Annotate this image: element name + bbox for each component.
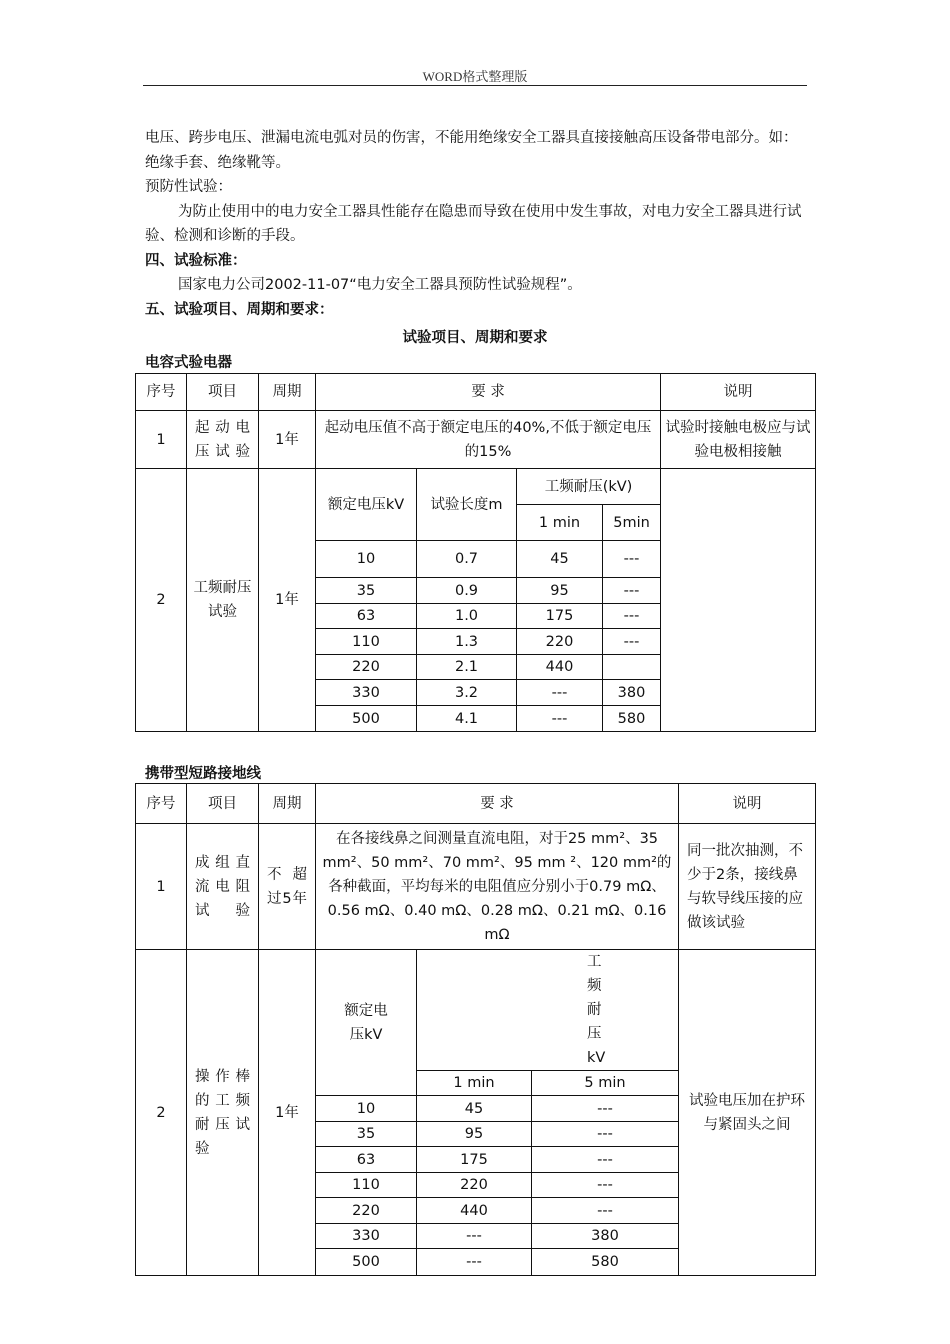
cell-1min: --- xyxy=(517,680,603,706)
row-requirement: 起动电压值不高于额定电压的40%,不低于额定电压的15% xyxy=(316,411,661,469)
cell-5min: --- xyxy=(603,541,661,578)
cell-1min: 95 xyxy=(517,578,603,604)
cell-1min: 45 xyxy=(417,1096,532,1122)
row-period: 1年 xyxy=(259,950,316,1276)
sub-header-5min: 5 min xyxy=(532,1071,679,1096)
sub-header-5min: 5min xyxy=(603,505,661,541)
table2-row-1 xyxy=(136,824,816,950)
cell-5min: --- xyxy=(532,1096,679,1122)
cell-voltage: 220 xyxy=(316,1198,417,1224)
standard-text: 国家电力公司2002-11-07“电力安全工器具预防性试验规程”。 xyxy=(178,277,582,293)
header-period: 周期 xyxy=(259,784,316,824)
cell-length: 0.7 xyxy=(417,541,517,578)
row-note: 同一批次抽测，不少于2条，接线鼻与软导线压接的应做该试验 xyxy=(679,824,816,950)
header-item: 项目 xyxy=(187,374,259,411)
sub-header-withstand: 工频耐压(kV) xyxy=(517,469,661,505)
cell-voltage: 110 xyxy=(316,629,417,655)
row-period: 1年 xyxy=(259,411,316,469)
header-note: 说明 xyxy=(661,374,816,411)
cell-1min: --- xyxy=(517,706,603,732)
cell-1min: 175 xyxy=(517,604,603,629)
row-note xyxy=(661,469,816,732)
sub-header-1min: 1 min xyxy=(517,505,603,541)
sub-header-withstand: 工频耐压kV xyxy=(417,950,679,1071)
row-no: 2 xyxy=(136,950,187,1276)
cell-5min: 380 xyxy=(532,1224,679,1249)
sub-header-length: 试验长度m xyxy=(417,469,517,541)
sub-header-1min: 1 min xyxy=(417,1071,532,1096)
cell-voltage: 110 xyxy=(316,1173,417,1198)
row-period: 1年 xyxy=(259,469,316,732)
cell-length: 4.1 xyxy=(417,706,517,732)
cell-voltage: 63 xyxy=(316,604,417,629)
table-caption: 试验项目、周期和要求 xyxy=(402,330,548,346)
cell-voltage: 330 xyxy=(316,1224,417,1249)
sub-header-voltage: 额定电压kV xyxy=(316,469,417,541)
row-item: 成组直流电阻试验 xyxy=(187,824,259,950)
cell-5min: 580 xyxy=(532,1249,679,1276)
row-item: 起动电压试验 xyxy=(187,411,259,469)
cell-5min: --- xyxy=(532,1198,679,1224)
cell-voltage: 10 xyxy=(316,541,417,578)
row-no: 2 xyxy=(136,469,187,732)
header-requirement: 要 求 xyxy=(316,374,661,411)
cell-1min: 220 xyxy=(417,1173,532,1198)
cell-1min: 45 xyxy=(517,541,603,578)
header-no: 序号 xyxy=(136,784,187,824)
row-no: 1 xyxy=(136,411,187,469)
cell-voltage: 220 xyxy=(316,655,417,680)
cell-length: 1.0 xyxy=(417,604,517,629)
cell-voltage: 35 xyxy=(316,578,417,604)
term-label: 预防性试验： xyxy=(145,179,232,195)
cell-voltage: 10 xyxy=(316,1096,417,1122)
intro-line: 电压、跨步电压、泄漏电流电弧对员的伤害，不能用绝缘安全工器具直接接触高压设备带电部分。如：绝缘手套、绝缘靴等。 xyxy=(145,130,798,171)
table1-row-2-header-a xyxy=(136,469,816,505)
table1 xyxy=(135,373,816,732)
row-period: 不超过5年 xyxy=(259,824,316,950)
cell-5min: --- xyxy=(603,604,661,629)
cell-1min: 95 xyxy=(417,1122,532,1147)
row-item: 操作棒的工频耐压试验 xyxy=(187,950,259,1276)
cell-5min xyxy=(603,655,661,680)
cell-voltage: 330 xyxy=(316,680,417,706)
row-requirement: 在各接线鼻之间测量直流电阻，对于25 mm²、35 mm²、50 mm²、70 mm²、95 mm ²、120 mm²的各种截面，平均每米的电阻值应分别小于0.79 mΩ、0.56 mΩ、0.40 mΩ、0.28 mΩ、0.21 mΩ、0.16 mΩ xyxy=(316,824,679,950)
cell-length: 1.3 xyxy=(417,629,517,655)
cell-length: 2.1 xyxy=(417,655,517,680)
cell-length: 0.9 xyxy=(417,578,517,604)
cell-voltage: 500 xyxy=(316,1249,417,1276)
cell-length: 3.2 xyxy=(417,680,517,706)
table1-header-row xyxy=(136,374,816,411)
header-rule xyxy=(143,85,807,86)
cell-1min: 220 xyxy=(517,629,603,655)
section-5-heading: 五、试验项目、周期和要求： xyxy=(145,301,334,318)
term-description: 为防止使用中的电力安全工器具性能存在隐患而导致在使用中发生事故，对电力安全工器具进行试验、检测和诊断的手段。 xyxy=(145,203,802,244)
header-period: 周期 xyxy=(259,374,316,411)
cell-voltage: 500 xyxy=(316,706,417,732)
cell-5min: --- xyxy=(532,1147,679,1173)
table2 xyxy=(135,783,816,1276)
cell-1min: --- xyxy=(417,1224,532,1249)
header-no: 序号 xyxy=(136,374,187,411)
row-no: 1 xyxy=(136,824,187,950)
cell-5min: --- xyxy=(603,629,661,655)
cell-5min: 580 xyxy=(603,706,661,732)
header-note: 说明 xyxy=(679,784,816,824)
cell-1min: 175 xyxy=(417,1147,532,1173)
cell-5min: --- xyxy=(532,1173,679,1198)
cell-5min: --- xyxy=(603,578,661,604)
section-4-heading: 四、试验标准： xyxy=(145,252,247,269)
cell-1min: 440 xyxy=(417,1198,532,1224)
cell-1min: --- xyxy=(417,1249,532,1276)
row-note: 试验电压加在护环与紧固头之间 xyxy=(679,950,816,1276)
table2-row-2-header-a xyxy=(136,950,816,1071)
header-item: 项目 xyxy=(187,784,259,824)
cell-5min: 380 xyxy=(603,680,661,706)
header-requirement: 要 求 xyxy=(316,784,679,824)
row-item: 工频耐压试验 xyxy=(187,469,259,732)
cell-5min: --- xyxy=(532,1122,679,1147)
sub-header-voltage: 额定电压kV xyxy=(316,950,417,1096)
table1-row-1 xyxy=(136,411,816,469)
cell-1min: 440 xyxy=(517,655,603,680)
table2-header-row xyxy=(136,784,816,824)
cell-voltage: 63 xyxy=(316,1147,417,1173)
table1-title: 电容式验电器 xyxy=(145,355,232,371)
row-note: 试验时接触电极应与试验电极相接触 xyxy=(661,411,816,469)
table2-title: 携带型短路接地线 xyxy=(145,766,261,782)
page-header: WORD格式整理版 xyxy=(422,69,528,84)
cell-voltage: 35 xyxy=(316,1122,417,1147)
intro-block xyxy=(145,126,810,322)
